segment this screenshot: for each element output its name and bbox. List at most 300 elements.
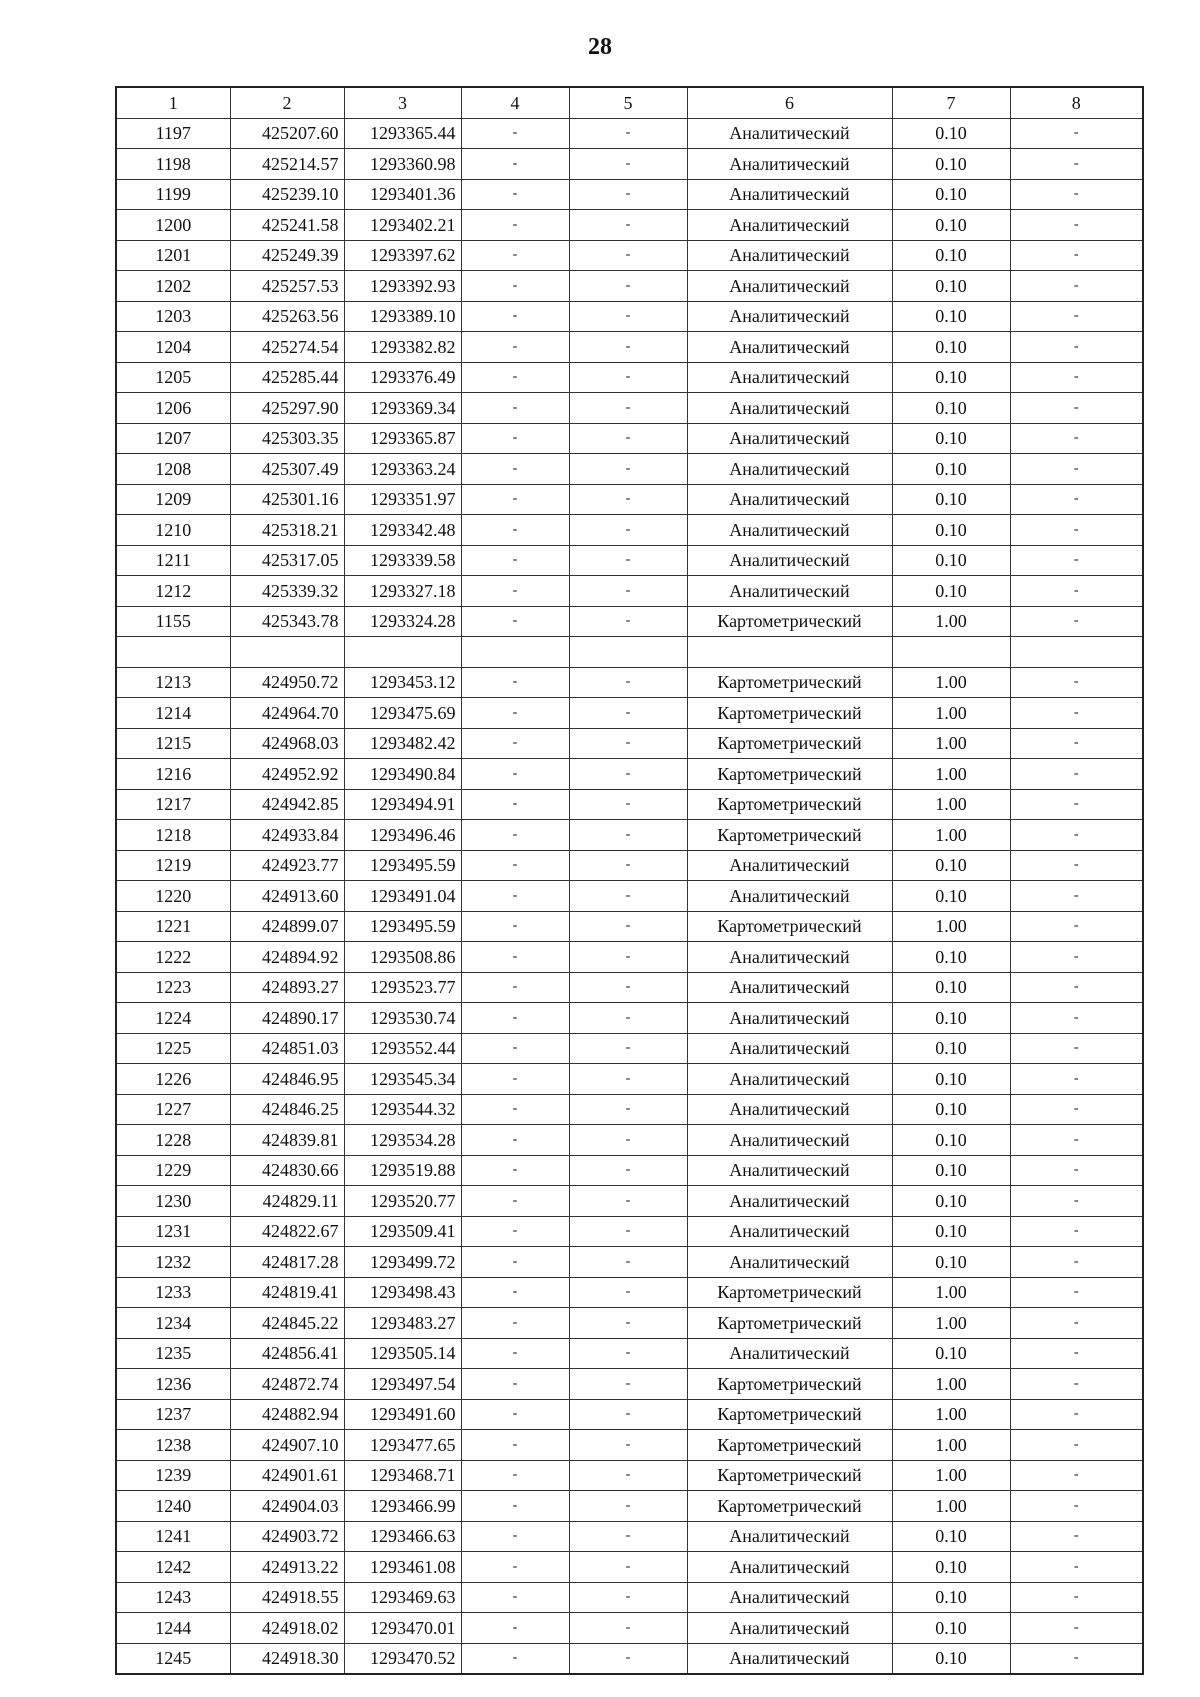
point-number-cell: [116, 637, 230, 668]
column-5-cell: -: [569, 301, 687, 332]
column-5-cell: -: [569, 698, 687, 729]
accuracy-cell: 0.10: [892, 515, 1010, 546]
column-5-cell: -: [569, 1125, 687, 1156]
accuracy-cell: 1.00: [892, 1399, 1010, 1430]
column-8-cell: -: [1010, 210, 1143, 241]
x-coordinate-cell: 425307.49: [230, 454, 344, 485]
x-coordinate-cell: 424890.17: [230, 1003, 344, 1034]
column-5-cell: -: [569, 1064, 687, 1095]
x-coordinate-cell: 425303.35: [230, 423, 344, 454]
table-row: [116, 698, 1143, 729]
accuracy-cell: 0.10: [892, 1094, 1010, 1125]
column-8-cell: [1010, 637, 1143, 668]
accuracy-cell: 1.00: [892, 1460, 1010, 1491]
x-coordinate-cell: [230, 637, 344, 668]
y-coordinate-cell: 1293497.54: [344, 1369, 461, 1400]
column-4-cell: -: [461, 1613, 569, 1644]
y-coordinate-cell: 1293466.63: [344, 1521, 461, 1552]
point-number-cell: 1198: [116, 149, 230, 180]
y-coordinate-cell: 1293351.97: [344, 484, 461, 515]
column-8-cell: -: [1010, 820, 1143, 851]
column-4-cell: -: [461, 515, 569, 546]
column-8-cell: -: [1010, 1216, 1143, 1247]
column-8-cell: -: [1010, 942, 1143, 973]
method-cell: [687, 637, 892, 668]
accuracy-cell: 0.10: [892, 362, 1010, 393]
method-cell: Аналитический: [687, 515, 892, 546]
column-header-3: 3: [344, 87, 461, 118]
x-coordinate-cell: 424839.81: [230, 1125, 344, 1156]
column-4-cell: [461, 637, 569, 668]
point-number-cell: 1226: [116, 1064, 230, 1095]
column-5-cell: -: [569, 271, 687, 302]
method-cell: Аналитический: [687, 210, 892, 241]
column-5-cell: -: [569, 789, 687, 820]
method-cell: Аналитический: [687, 1247, 892, 1278]
column-5-cell: -: [569, 576, 687, 607]
method-cell: Аналитический: [687, 362, 892, 393]
accuracy-cell: 0.10: [892, 118, 1010, 149]
accuracy-cell: 1.00: [892, 1277, 1010, 1308]
column-8-cell: -: [1010, 881, 1143, 912]
x-coordinate-cell: 425214.57: [230, 149, 344, 180]
column-4-cell: -: [461, 1521, 569, 1552]
column-4-cell: -: [461, 1308, 569, 1339]
y-coordinate-cell: 1293365.44: [344, 118, 461, 149]
column-8-cell: -: [1010, 1613, 1143, 1644]
coordinates-table: [115, 86, 1144, 1675]
point-number-cell: 1200: [116, 210, 230, 241]
column-4-cell: -: [461, 881, 569, 912]
method-cell: Аналитический: [687, 271, 892, 302]
column-8-cell: -: [1010, 850, 1143, 881]
point-number-cell: 1197: [116, 118, 230, 149]
x-coordinate-cell: 425263.56: [230, 301, 344, 332]
table-row: [116, 210, 1143, 241]
table-row: [116, 850, 1143, 881]
method-cell: Картометрический: [687, 1430, 892, 1461]
accuracy-cell: [892, 637, 1010, 668]
method-cell: Аналитический: [687, 393, 892, 424]
column-4-cell: -: [461, 1094, 569, 1125]
column-5-cell: -: [569, 1430, 687, 1461]
column-8-cell: -: [1010, 1399, 1143, 1430]
table-row: [116, 1125, 1143, 1156]
column-4-cell: -: [461, 789, 569, 820]
column-4-cell: -: [461, 271, 569, 302]
accuracy-cell: 1.00: [892, 728, 1010, 759]
column-8-cell: -: [1010, 1369, 1143, 1400]
column-8-cell: -: [1010, 301, 1143, 332]
point-number-cell: 1209: [116, 484, 230, 515]
point-number-cell: 1207: [116, 423, 230, 454]
column-4-cell: -: [461, 1003, 569, 1034]
column-5-cell: -: [569, 1369, 687, 1400]
x-coordinate-cell: 424882.94: [230, 1399, 344, 1430]
column-8-cell: -: [1010, 972, 1143, 1003]
x-coordinate-cell: 424822.67: [230, 1216, 344, 1247]
column-8-cell: -: [1010, 1247, 1143, 1278]
column-5-cell: -: [569, 820, 687, 851]
column-8-cell: -: [1010, 454, 1143, 485]
column-header-4: 4: [461, 87, 569, 118]
column-4-cell: -: [461, 576, 569, 607]
table-row: [116, 515, 1143, 546]
accuracy-cell: 0.10: [892, 1552, 1010, 1583]
column-5-cell: -: [569, 1033, 687, 1064]
y-coordinate-cell: 1293360.98: [344, 149, 461, 180]
method-cell: Аналитический: [687, 972, 892, 1003]
x-coordinate-cell: 424918.02: [230, 1613, 344, 1644]
x-coordinate-cell: 424950.72: [230, 667, 344, 698]
column-5-cell: -: [569, 911, 687, 942]
method-cell: Картометрический: [687, 728, 892, 759]
accuracy-cell: 0.10: [892, 576, 1010, 607]
x-coordinate-cell: 424830.66: [230, 1155, 344, 1186]
accuracy-cell: 1.00: [892, 759, 1010, 790]
table-row: [116, 1094, 1143, 1125]
point-number-cell: 1215: [116, 728, 230, 759]
point-number-cell: 1244: [116, 1613, 230, 1644]
column-4-cell: -: [461, 942, 569, 973]
column-8-cell: -: [1010, 606, 1143, 637]
accuracy-cell: 0.10: [892, 1216, 1010, 1247]
point-number-cell: 1221: [116, 911, 230, 942]
table-row: [116, 149, 1143, 180]
x-coordinate-cell: 424942.85: [230, 789, 344, 820]
column-8-cell: -: [1010, 240, 1143, 271]
column-8-cell: -: [1010, 667, 1143, 698]
x-coordinate-cell: 424913.60: [230, 881, 344, 912]
point-number-cell: 1243: [116, 1582, 230, 1613]
point-number-cell: 1204: [116, 332, 230, 363]
column-8-cell: -: [1010, 1430, 1143, 1461]
table-row: [116, 1582, 1143, 1613]
table-row: [116, 606, 1143, 637]
column-5-cell: -: [569, 454, 687, 485]
column-4-cell: -: [461, 149, 569, 180]
table-row: [116, 454, 1143, 485]
column-8-cell: -: [1010, 1308, 1143, 1339]
method-cell: Аналитический: [687, 1094, 892, 1125]
method-cell: Картометрический: [687, 911, 892, 942]
method-cell: Картометрический: [687, 1308, 892, 1339]
accuracy-cell: 0.10: [892, 1247, 1010, 1278]
table-row: [116, 1308, 1143, 1339]
table-row: [116, 240, 1143, 271]
method-cell: Аналитический: [687, 1582, 892, 1613]
table-row: [116, 118, 1143, 149]
column-5-cell: -: [569, 118, 687, 149]
column-5-cell: -: [569, 759, 687, 790]
column-header-6: 6: [687, 87, 892, 118]
table-row: [116, 362, 1143, 393]
x-coordinate-cell: 424893.27: [230, 972, 344, 1003]
accuracy-cell: 1.00: [892, 698, 1010, 729]
table-row: [116, 789, 1143, 820]
table-row: [116, 667, 1143, 698]
column-5-cell: [569, 637, 687, 668]
x-coordinate-cell: 425297.90: [230, 393, 344, 424]
column-5-cell: -: [569, 942, 687, 973]
x-coordinate-cell: 424913.22: [230, 1552, 344, 1583]
column-5-cell: -: [569, 1552, 687, 1583]
point-number-cell: 1223: [116, 972, 230, 1003]
table-body: [116, 118, 1143, 1674]
method-cell: Аналитический: [687, 1521, 892, 1552]
column-8-cell: -: [1010, 1094, 1143, 1125]
table-row: [116, 728, 1143, 759]
point-number-cell: 1206: [116, 393, 230, 424]
column-4-cell: -: [461, 1582, 569, 1613]
column-8-cell: -: [1010, 545, 1143, 576]
y-coordinate-cell: 1293339.58: [344, 545, 461, 576]
column-4-cell: -: [461, 179, 569, 210]
y-coordinate-cell: 1293498.43: [344, 1277, 461, 1308]
y-coordinate-cell: 1293505.14: [344, 1338, 461, 1369]
column-5-cell: -: [569, 1643, 687, 1674]
column-4-cell: -: [461, 820, 569, 851]
method-cell: Аналитический: [687, 332, 892, 363]
x-coordinate-cell: 425339.32: [230, 576, 344, 607]
x-coordinate-cell: 424903.72: [230, 1521, 344, 1552]
accuracy-cell: 0.10: [892, 942, 1010, 973]
table-row: [116, 1491, 1143, 1522]
column-5-cell: -: [569, 210, 687, 241]
method-cell: Аналитический: [687, 179, 892, 210]
column-4-cell: -: [461, 1033, 569, 1064]
column-8-cell: -: [1010, 1003, 1143, 1034]
column-4-cell: -: [461, 972, 569, 1003]
accuracy-cell: 0.10: [892, 881, 1010, 912]
accuracy-cell: 1.00: [892, 1369, 1010, 1400]
column-8-cell: -: [1010, 728, 1143, 759]
column-8-cell: -: [1010, 423, 1143, 454]
accuracy-cell: 0.10: [892, 301, 1010, 332]
column-5-cell: -: [569, 1399, 687, 1430]
y-coordinate-cell: 1293491.04: [344, 881, 461, 912]
method-cell: Картометрический: [687, 1460, 892, 1491]
y-coordinate-cell: 1293552.44: [344, 1033, 461, 1064]
point-number-cell: 1239: [116, 1460, 230, 1491]
x-coordinate-cell: 424846.25: [230, 1094, 344, 1125]
method-cell: Аналитический: [687, 1125, 892, 1156]
point-number-cell: 1232: [116, 1247, 230, 1278]
accuracy-cell: 0.10: [892, 240, 1010, 271]
table-row: [116, 179, 1143, 210]
table-row: [116, 881, 1143, 912]
x-coordinate-cell: 424968.03: [230, 728, 344, 759]
point-number-cell: 1205: [116, 362, 230, 393]
column-8-cell: -: [1010, 332, 1143, 363]
table-row: [116, 1552, 1143, 1583]
x-coordinate-cell: 424918.55: [230, 1582, 344, 1613]
x-coordinate-cell: 424904.03: [230, 1491, 344, 1522]
accuracy-cell: 1.00: [892, 911, 1010, 942]
accuracy-cell: 1.00: [892, 667, 1010, 698]
column-8-cell: -: [1010, 149, 1143, 180]
column-4-cell: -: [461, 1552, 569, 1583]
method-cell: Картометрический: [687, 667, 892, 698]
column-8-cell: -: [1010, 789, 1143, 820]
column-4-cell: -: [461, 1247, 569, 1278]
table-row: [116, 1399, 1143, 1430]
method-cell: Картометрический: [687, 698, 892, 729]
y-coordinate-cell: 1293534.28: [344, 1125, 461, 1156]
column-8-cell: -: [1010, 1552, 1143, 1583]
column-4-cell: -: [461, 728, 569, 759]
y-coordinate-cell: 1293495.59: [344, 911, 461, 942]
y-coordinate-cell: 1293470.52: [344, 1643, 461, 1674]
x-coordinate-cell: 424819.41: [230, 1277, 344, 1308]
table-row: [116, 423, 1143, 454]
column-8-cell: -: [1010, 1125, 1143, 1156]
column-4-cell: -: [461, 759, 569, 790]
accuracy-cell: 0.10: [892, 1582, 1010, 1613]
accuracy-cell: 0.10: [892, 484, 1010, 515]
column-5-cell: -: [569, 393, 687, 424]
table-row: [116, 484, 1143, 515]
method-cell: Аналитический: [687, 1155, 892, 1186]
column-4-cell: -: [461, 332, 569, 363]
y-coordinate-cell: 1293530.74: [344, 1003, 461, 1034]
table-row: [116, 301, 1143, 332]
accuracy-cell: 1.00: [892, 789, 1010, 820]
table-row: [116, 1186, 1143, 1217]
method-cell: Картометрический: [687, 1399, 892, 1430]
column-8-cell: -: [1010, 576, 1143, 607]
x-coordinate-cell: 425274.54: [230, 332, 344, 363]
column-5-cell: -: [569, 1186, 687, 1217]
method-cell: Картометрический: [687, 820, 892, 851]
y-coordinate-cell: 1293499.72: [344, 1247, 461, 1278]
table-row: [116, 1369, 1143, 1400]
accuracy-cell: 0.10: [892, 393, 1010, 424]
column-4-cell: -: [461, 606, 569, 637]
point-number-cell: 1233: [116, 1277, 230, 1308]
y-coordinate-cell: 1293508.86: [344, 942, 461, 973]
y-coordinate-cell: 1293475.69: [344, 698, 461, 729]
accuracy-cell: 0.10: [892, 1033, 1010, 1064]
method-cell: Аналитический: [687, 1186, 892, 1217]
x-coordinate-cell: 424845.22: [230, 1308, 344, 1339]
column-4-cell: -: [461, 454, 569, 485]
method-cell: Аналитический: [687, 1552, 892, 1583]
column-5-cell: -: [569, 1613, 687, 1644]
y-coordinate-cell: 1293490.84: [344, 759, 461, 790]
table-row: [116, 759, 1143, 790]
method-cell: Аналитический: [687, 1643, 892, 1674]
column-4-cell: -: [461, 362, 569, 393]
column-5-cell: -: [569, 1338, 687, 1369]
accuracy-cell: 0.10: [892, 1613, 1010, 1644]
column-4-cell: -: [461, 301, 569, 332]
column-8-cell: -: [1010, 1186, 1143, 1217]
accuracy-cell: 0.10: [892, 332, 1010, 363]
column-8-cell: -: [1010, 1277, 1143, 1308]
table-row: [116, 1277, 1143, 1308]
method-cell: Аналитический: [687, 881, 892, 912]
column-8-cell: -: [1010, 1155, 1143, 1186]
y-coordinate-cell: 1293402.21: [344, 210, 461, 241]
accuracy-cell: 1.00: [892, 820, 1010, 851]
method-cell: Аналитический: [687, 423, 892, 454]
table-row: [116, 332, 1143, 363]
method-cell: Аналитический: [687, 1064, 892, 1095]
column-5-cell: -: [569, 1155, 687, 1186]
column-8-cell: -: [1010, 393, 1143, 424]
column-4-cell: -: [461, 240, 569, 271]
column-4-cell: -: [461, 850, 569, 881]
point-number-cell: 1224: [116, 1003, 230, 1034]
y-coordinate-cell: 1293483.27: [344, 1308, 461, 1339]
accuracy-cell: 0.10: [892, 1125, 1010, 1156]
point-number-cell: 1234: [116, 1308, 230, 1339]
column-5-cell: -: [569, 484, 687, 515]
y-coordinate-cell: 1293468.71: [344, 1460, 461, 1491]
method-cell: Картометрический: [687, 1277, 892, 1308]
point-number-cell: 1227: [116, 1094, 230, 1125]
column-5-cell: -: [569, 1094, 687, 1125]
method-cell: Аналитический: [687, 301, 892, 332]
column-4-cell: -: [461, 1216, 569, 1247]
page-number: 28: [588, 34, 612, 60]
table-row: [116, 1064, 1143, 1095]
point-number-cell: 1210: [116, 515, 230, 546]
accuracy-cell: 0.10: [892, 1186, 1010, 1217]
method-cell: Аналитический: [687, 1216, 892, 1247]
point-number-cell: 1155: [116, 606, 230, 637]
column-4-cell: -: [461, 1338, 569, 1369]
table-row: [116, 942, 1143, 973]
column-5-cell: -: [569, 1216, 687, 1247]
x-coordinate-cell: 424952.92: [230, 759, 344, 790]
column-5-cell: -: [569, 1003, 687, 1034]
method-cell: Аналитический: [687, 1003, 892, 1034]
x-coordinate-cell: 424856.41: [230, 1338, 344, 1369]
x-coordinate-cell: 424933.84: [230, 820, 344, 851]
point-number-cell: 1213: [116, 667, 230, 698]
table-row: [116, 1247, 1143, 1278]
accuracy-cell: 0.10: [892, 850, 1010, 881]
y-coordinate-cell: 1293520.77: [344, 1186, 461, 1217]
y-coordinate-cell: 1293495.59: [344, 850, 461, 881]
y-coordinate-cell: 1293519.88: [344, 1155, 461, 1186]
point-number-cell: 1218: [116, 820, 230, 851]
y-coordinate-cell: 1293401.36: [344, 179, 461, 210]
column-5-cell: -: [569, 332, 687, 363]
point-number-cell: 1222: [116, 942, 230, 973]
accuracy-cell: 0.10: [892, 271, 1010, 302]
x-coordinate-cell: 425249.39: [230, 240, 344, 271]
table-row: [116, 911, 1143, 942]
column-5-cell: -: [569, 240, 687, 271]
x-coordinate-cell: 425207.60: [230, 118, 344, 149]
y-coordinate-cell: 1293363.24: [344, 454, 461, 485]
column-5-cell: -: [569, 362, 687, 393]
table-row: [116, 637, 1143, 668]
column-5-cell: -: [569, 149, 687, 180]
y-coordinate-cell: 1293509.41: [344, 1216, 461, 1247]
method-cell: Аналитический: [687, 1033, 892, 1064]
x-coordinate-cell: 424846.95: [230, 1064, 344, 1095]
column-4-cell: -: [461, 423, 569, 454]
y-coordinate-cell: 1293389.10: [344, 301, 461, 332]
column-5-cell: -: [569, 667, 687, 698]
column-header-1: 1: [116, 87, 230, 118]
accuracy-cell: 0.10: [892, 149, 1010, 180]
point-number-cell: 1217: [116, 789, 230, 820]
